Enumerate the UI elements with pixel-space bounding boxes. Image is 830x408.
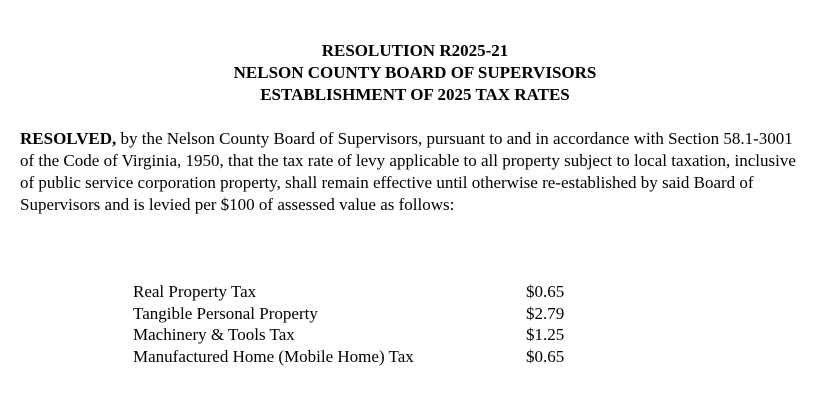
tax-rate-row xyxy=(133,346,593,368)
resolution-text: by the Nelson County Board of Supervisors, pursuant to and in accordance with Section 58.1-3001 of the Code of Virginia, 1950, that the tax rate of levy applicable to all property subject to local taxation, inclusive of public service corporation property, shall remain effective until otherwise re-established by said Board of Supervisors and is levied per $100 of assessed value as follows: xyxy=(20,129,796,214)
tax-rate-value: $1.25 xyxy=(526,325,565,344)
tax-rate-list xyxy=(133,281,593,367)
tax-rate-value: $2.79 xyxy=(526,303,565,323)
resolution-number: RESOLUTION R2025-21 xyxy=(321,41,509,60)
tax-rate-value: $0.65 xyxy=(526,282,565,301)
board-name: NELSON COUNTY BOARD OF SUPERVISORS xyxy=(233,63,597,82)
tax-rate-label: Real Property Tax xyxy=(133,282,257,301)
tax-rate-label: Machinery & Tools Tax xyxy=(133,325,295,344)
resolution-paragraph xyxy=(20,128,810,216)
document-title xyxy=(0,40,830,106)
tax-rate-row xyxy=(133,303,593,325)
tax-rate-label: Manufactured Home (Mobile Home) Tax xyxy=(133,346,414,366)
tax-rate-row xyxy=(133,324,593,346)
resolution-subject: ESTABLISHMENT OF 2025 TAX RATES xyxy=(260,85,570,104)
tax-rate-label: Tangible Personal Property xyxy=(133,303,318,323)
resolved-lead: RESOLVED, xyxy=(20,129,117,148)
tax-rate-row xyxy=(133,281,593,303)
tax-rate-value: $0.65 xyxy=(526,346,565,366)
